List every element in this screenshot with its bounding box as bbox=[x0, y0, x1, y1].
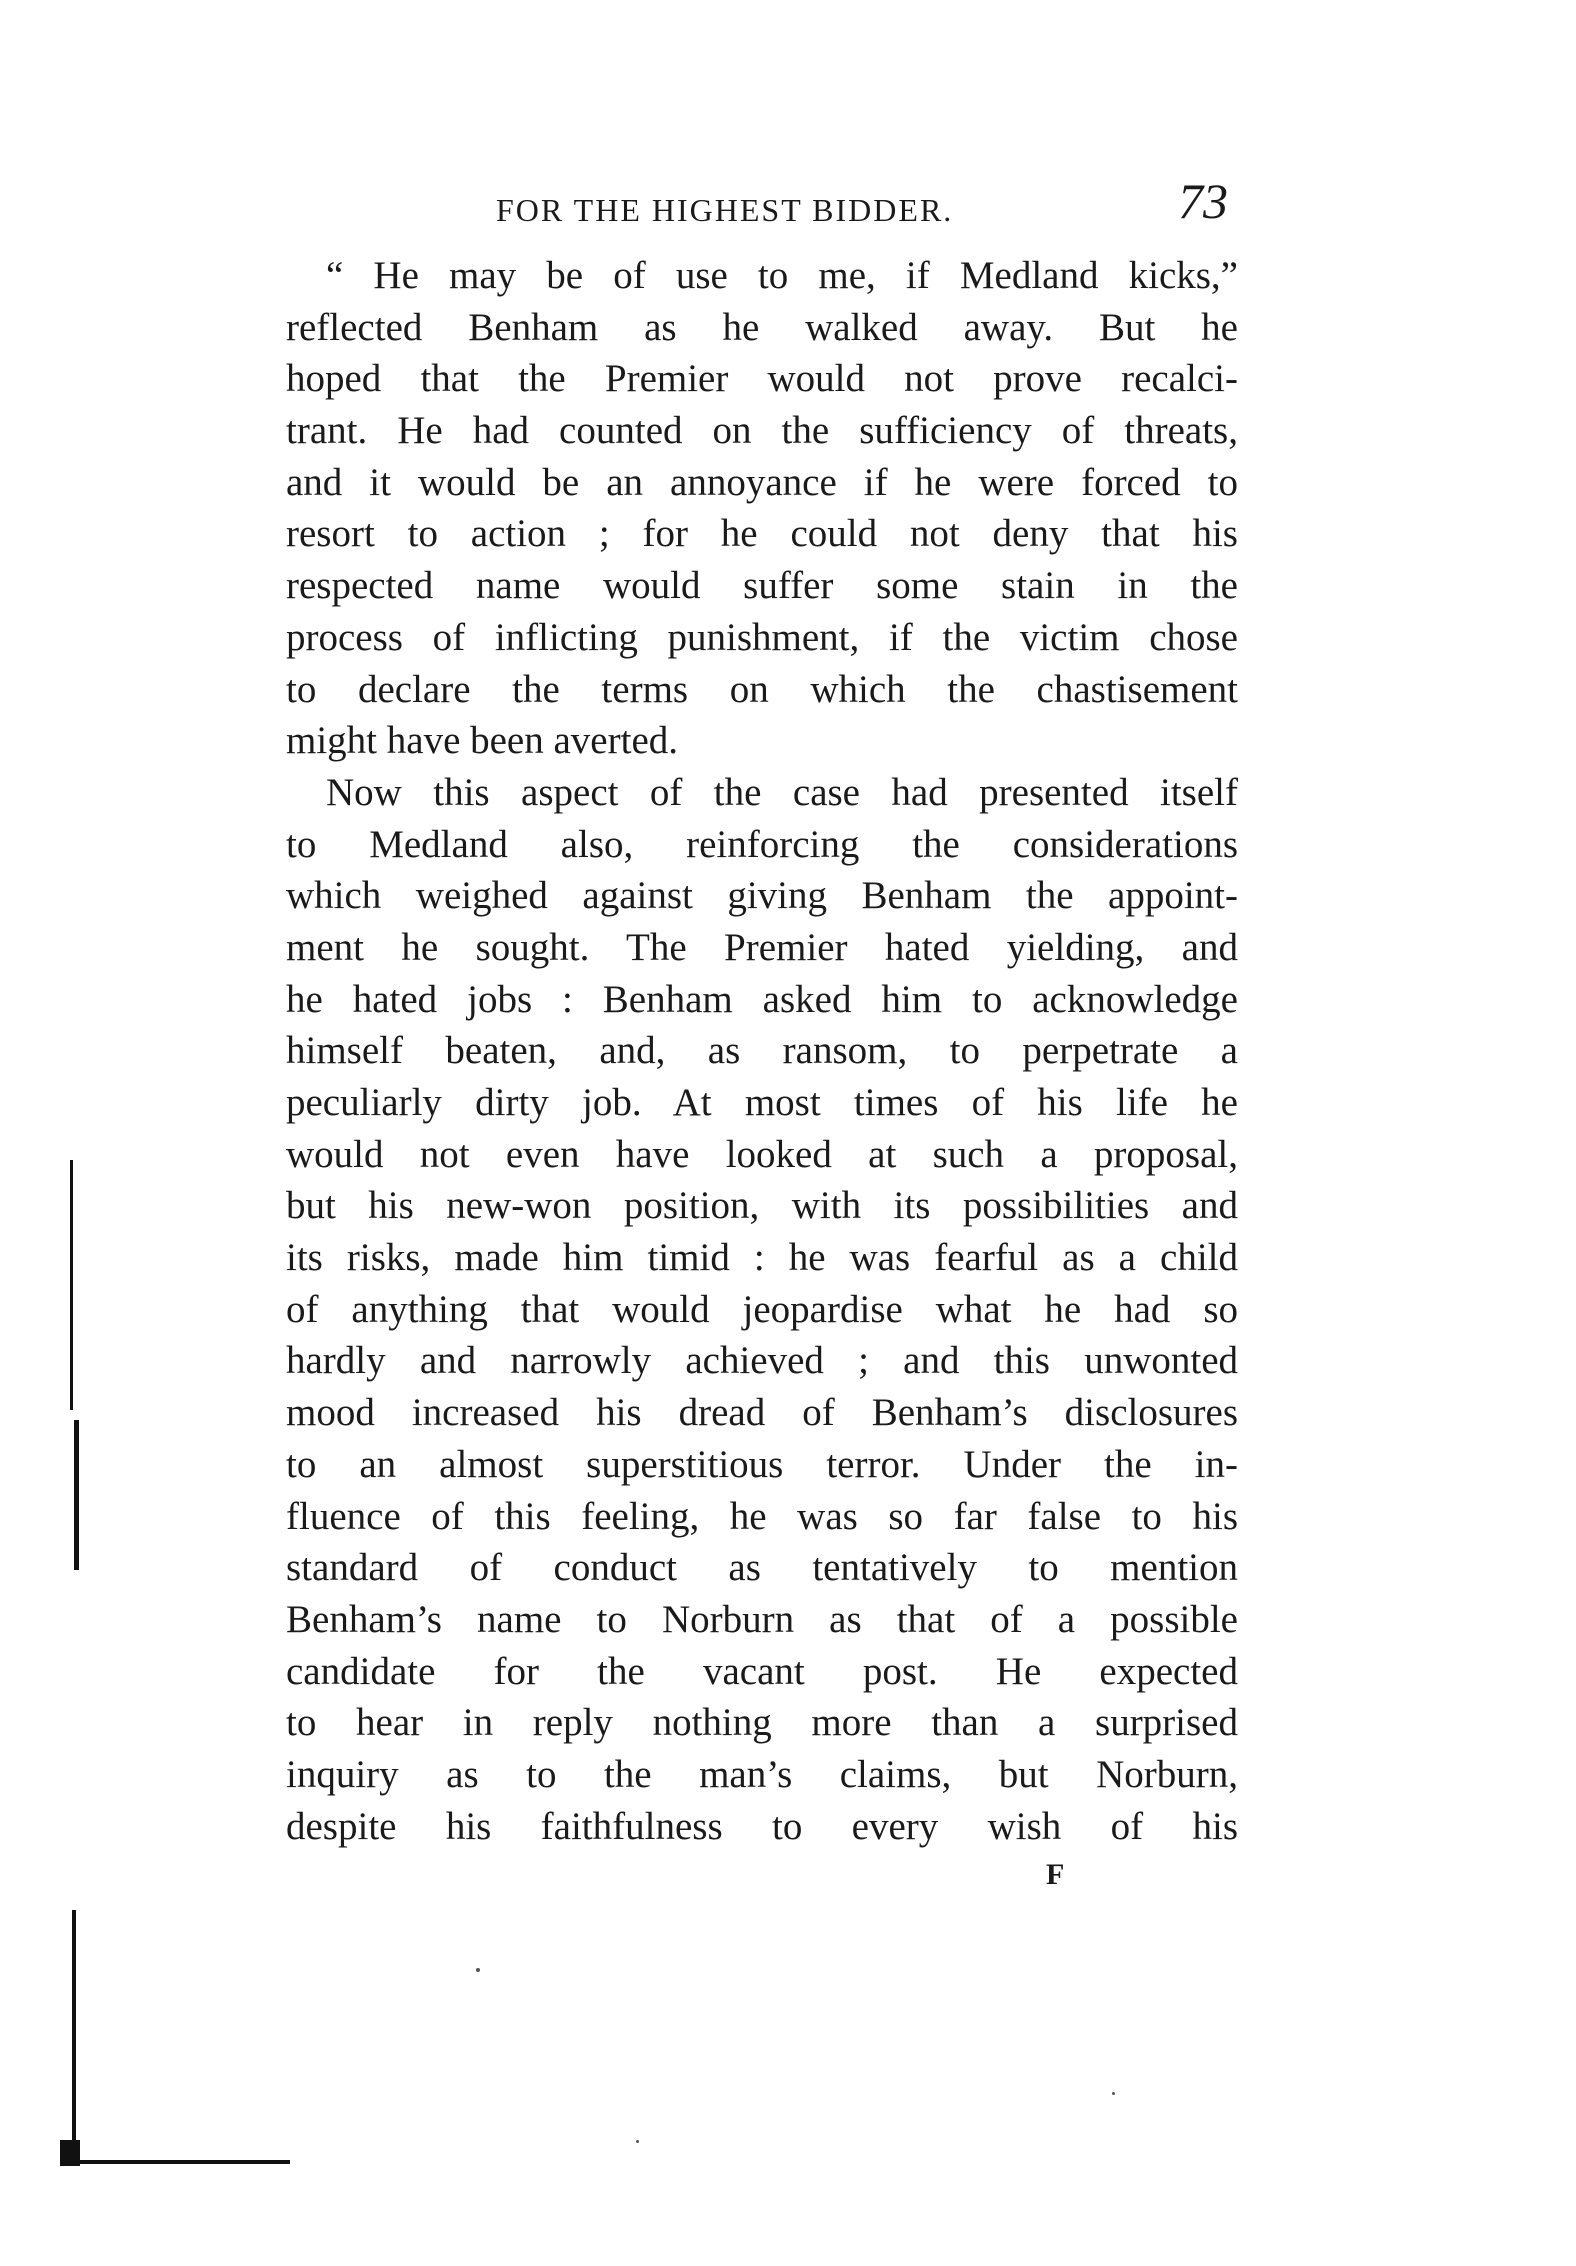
text-line: might have been averted. bbox=[286, 719, 678, 763]
text-line: reflected Benham as he walked away. But he bbox=[286, 305, 1238, 349]
binding-edge bbox=[70, 1160, 73, 1410]
text-line: to hear in reply nothing more than a surprised bbox=[286, 1701, 1238, 1745]
scan-speck bbox=[1112, 2092, 1115, 2095]
text-line: to an almost superstitious terror. Under the in- bbox=[286, 1442, 1238, 1486]
text-line: to Medland also, reinforcing the considerations bbox=[286, 822, 1238, 866]
text-line: hoped that the Premier would not prove recalci- bbox=[286, 357, 1238, 401]
text-line: mood increased his dread of Benham’s disclosures bbox=[286, 1391, 1238, 1435]
text-line: respected name would suffer some stain in the bbox=[286, 564, 1238, 608]
text-line: but his new-won position, with its possibilities and bbox=[286, 1184, 1238, 1228]
paragraph-1 bbox=[286, 250, 1238, 767]
text-line: candidate for the vacant post. He expected bbox=[286, 1649, 1238, 1693]
page-number: 73 bbox=[1178, 173, 1228, 229]
scan-speck bbox=[476, 1968, 480, 1972]
text-line: would not even have looked at such a proposal, bbox=[286, 1132, 1238, 1176]
text-line: despite his faithfulness to every wish of his bbox=[286, 1804, 1238, 1848]
text-line: fluence of this feeling, he was so far false to his bbox=[286, 1494, 1238, 1538]
binding-edge bbox=[72, 1910, 76, 2150]
text-line: trant. He had counted on the sufficiency of threats, bbox=[286, 409, 1238, 453]
running-head bbox=[286, 172, 1238, 242]
text-line: to declare the terms on which the chastisement bbox=[286, 667, 1238, 711]
binding-edge bbox=[60, 2160, 290, 2164]
text-line: and it would be an annoyance if he were forced to bbox=[286, 460, 1238, 504]
running-title: FOR THE HIGHEST BIDDER. bbox=[496, 192, 954, 228]
binding-edge bbox=[74, 1420, 79, 1570]
text-line: process of inflicting punishment, if the victim chose bbox=[286, 615, 1238, 659]
signature-mark: F bbox=[1046, 1858, 1066, 1891]
text-line: resort to action ; for he could not deny that his bbox=[286, 512, 1238, 556]
text-line: himself beaten, and, as ransom, to perpetrate a bbox=[286, 1029, 1238, 1073]
text-line: “ He may be of use to me, if Medland kicks,” bbox=[326, 254, 1238, 297]
text-line: standard of conduct as tentatively to mention bbox=[286, 1546, 1238, 1590]
text-line: inquiry as to the man’s claims, but Norburn, bbox=[286, 1752, 1238, 1796]
text-line: which weighed against giving Benham the appoint- bbox=[286, 874, 1238, 918]
body-text bbox=[286, 250, 1238, 1852]
paragraph-2 bbox=[286, 767, 1238, 1852]
text-line: Now this aspect of the case had presented itself bbox=[326, 770, 1238, 814]
text-line: ment he sought. The Premier hated yielding, and bbox=[286, 925, 1238, 969]
scan-speck bbox=[636, 2140, 639, 2143]
text-line: peculiarly dirty job. At most times of his life he bbox=[286, 1081, 1238, 1124]
text-line: Benham’s name to Norburn as that of a possible bbox=[286, 1597, 1238, 1641]
text-line: its risks, made him timid : he was fearful as a child bbox=[286, 1236, 1238, 1280]
text-line: hardly and narrowly achieved ; and this unwonted bbox=[286, 1339, 1238, 1383]
text-line: of anything that would jeopardise what he had so bbox=[286, 1287, 1238, 1331]
text-line: he hated jobs : Benham asked him to acknowledge bbox=[286, 977, 1238, 1021]
